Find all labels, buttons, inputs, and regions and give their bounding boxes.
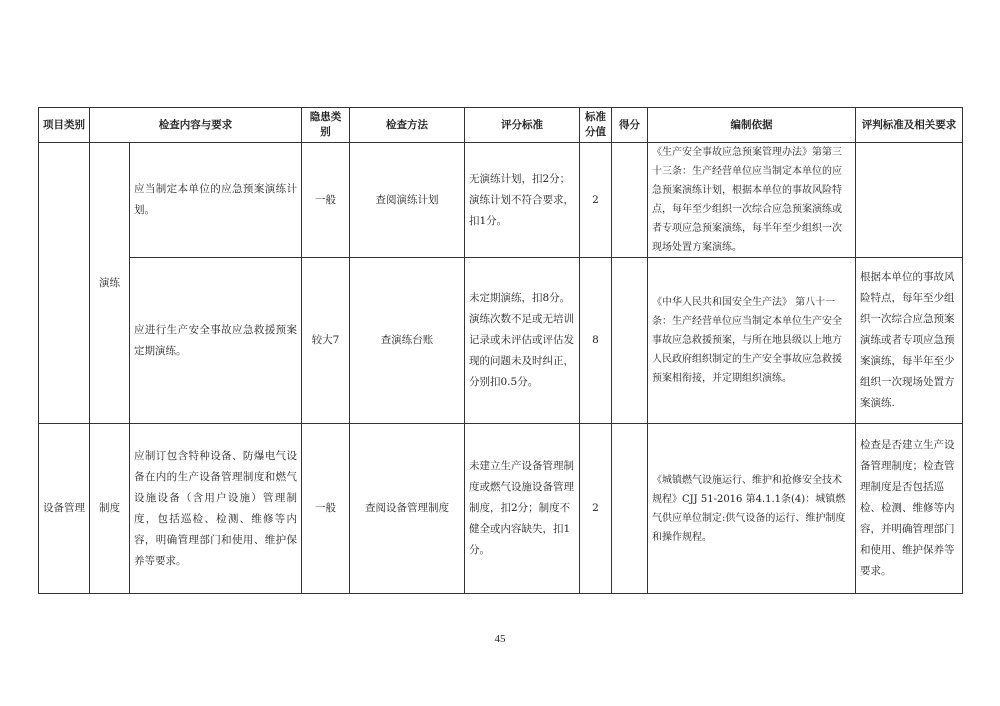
criteria-cell: 检查是否建立生产设备管理制度；检查管理制度是否包括巡检、检测、维修等内容，并明确管理部门和使用、维护保养等要求。: [856, 424, 963, 594]
category-cell: 设备管理: [39, 424, 90, 594]
subcategory-cell: 演练: [90, 143, 130, 424]
header-scoring: 评分标准: [465, 108, 580, 143]
standard-score-cell: 8: [580, 258, 612, 424]
basis-cell: 《生产安全事故应急预案管理办法》第第三十三条：生产经营单位应当制定本单位的应急预案演练计划，根据本单位的事故风险特点，每年至少组织一次综合应急预案演练或者专项应急预案演练，每半年至少组织一次现场处置方案演练。: [648, 143, 856, 258]
method-cell: 查阅演练计划: [350, 143, 465, 258]
content-cell: 应进行生产安全事故应急救援预案定期演练。: [130, 258, 302, 424]
subcategory-cell: 制度: [90, 424, 130, 594]
score-cell: [612, 424, 648, 594]
scoring-cell: 未建立生产设备管理制度或燃气设施设备管理制度，扣2分；制度不健全或内容缺失，扣1分。: [465, 424, 580, 594]
score-cell: [612, 258, 648, 424]
method-cell: 查阅设备管理制度: [350, 424, 465, 594]
header-basis: 编制依据: [648, 108, 856, 143]
header-score: 得分: [612, 108, 648, 143]
content-cell: 应制订包含特种设备、防爆电气设备在内的生产设备管理制度和燃气设施设备（含用户设施）管理制度，包括巡检、检测、维修等内容，明确管理部门和使用、维护保养等要求。: [130, 424, 302, 594]
header-criteria: 评判标准及相关要求: [856, 108, 963, 143]
standard-score-cell: 2: [580, 143, 612, 258]
content-cell: 应当制定本单位的应急预案演练计划。: [130, 143, 302, 258]
criteria-cell: 根据本单位的事故风险特点，每年至少组织一次综合应急预案演练或者专项应急预案演练，每半年至少组织一次现场处置方案演练.: [856, 258, 963, 424]
basis-cell: 《中华人民共和国安全生产法》 第八十一条：生产经营单位应当制定本单位生产安全事故应急救援预案，与所在地县级以上地方人民政府组织制定的生产安全事故应急救援预案相衔接，并定期组织演练。: [648, 258, 856, 424]
hazard-cell: 较大7: [302, 258, 350, 424]
header-category: 项目类别: [39, 108, 90, 143]
method-cell: 查演练台账: [350, 258, 465, 424]
header-row: [39, 108, 963, 143]
standard-score-cell: 2: [580, 424, 612, 594]
header-method: 检查方法: [350, 108, 465, 143]
basis-cell: 《城镇燃气设施运行、维护和抢修安全技术规程》CJJ 51-2016 第4.1.1条(4)：城镇燃气供应单位制定:供气设备的运行、维护制度和操作规程。: [648, 424, 856, 594]
scoring-cell: 未定期演练，扣8分。演练次数不足或无培训记录或未评估或评估发现的问题未及时纠正，分别扣0.5分。: [465, 258, 580, 424]
header-hazard: 隐患类别: [302, 108, 350, 143]
table-row: [39, 424, 963, 594]
table-row: [39, 258, 963, 424]
page-number: 45: [494, 633, 506, 645]
score-cell: [612, 143, 648, 258]
scoring-cell: 无演练计划，扣2分；演练计划不符合要求，扣1分。: [465, 143, 580, 258]
hazard-cell: 一般: [302, 424, 350, 594]
table-row: [39, 143, 963, 258]
criteria-cell: [856, 143, 963, 258]
hazard-cell: 一般: [302, 143, 350, 258]
header-content: 检查内容与要求: [90, 108, 302, 143]
header-standard-score: 标准分值: [580, 108, 612, 143]
category-cell: [39, 143, 90, 424]
inspection-table: [38, 107, 963, 594]
